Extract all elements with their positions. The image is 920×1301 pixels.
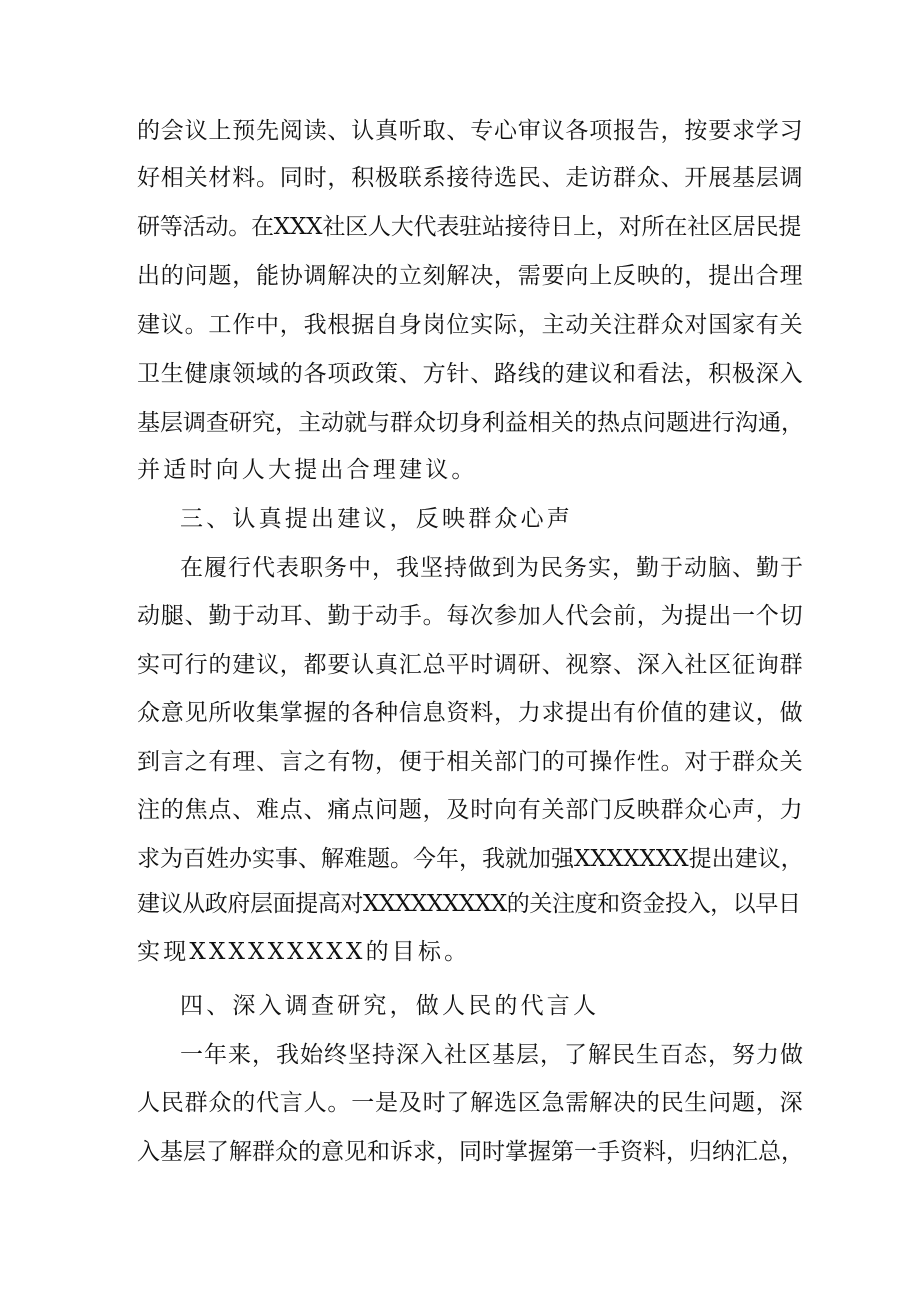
paragraph-line: 实现XXXXXXXXX的目标。 bbox=[137, 939, 471, 965]
section-heading-4: 四、深入调查研究，做人民的代言人 bbox=[180, 993, 600, 1019]
paragraph-line: 建议从政府层面提高对XXXXXXXXX的关注度和资金投入，以早日 bbox=[137, 891, 801, 917]
paragraph-line: 到言之有理、言之有物，便于相关部门的可操作性。对于群众关 bbox=[137, 749, 804, 775]
paragraph-line: 基层调查研究，主动就与群众切身利益相关的热点问题进行沟通， bbox=[137, 410, 804, 436]
paragraph-line: 出的问题，能协调解决的立刻解决，需要向上反映的，提出合理 bbox=[137, 263, 804, 289]
paragraph-line: 众意见所收集掌握的各种信息资料，力求提出有价值的建议，做 bbox=[137, 700, 804, 726]
paragraph-line: 人民群众的代言人。一是及时了解选区急需解决的民生问题，深 bbox=[137, 1090, 804, 1116]
paragraph-line: 的会议上预先阅读、认真听取、专心审议各项报告，按要求学习 bbox=[137, 118, 804, 144]
paragraph-line: 实可行的建议，都要认真汇总平时调研、视察、深入社区征询群 bbox=[137, 652, 804, 678]
paragraph-line: 入基层了解群众的意见和诉求，同时掌握第一手资料，归纳汇总， bbox=[137, 1139, 804, 1165]
paragraph-line: 卫生健康领域的各项政策、方针、路线的建议和看法，积极深入 bbox=[137, 361, 804, 387]
paragraph-line: 并适时向人大提出合理建议。 bbox=[137, 457, 478, 483]
paragraph-line: 注的焦点、难点、痛点问题，及时向有关部门反映群众心声，力 bbox=[137, 797, 804, 823]
paragraph-line: 动腿、勤于动耳、勤于动手。每次参加人代会前，为提出一个切 bbox=[137, 603, 804, 629]
paragraph-line: 建议。工作中，我根据自身岗位实际，主动关注群众对国家有关 bbox=[137, 312, 804, 338]
paragraph-line: 好相关材料。同时，积极联系接待选民、走访群众、开展基层调 bbox=[137, 165, 804, 191]
paragraph-line: 在履行代表职务中，我坚持做到为民务实，勤于动脑、勤于 bbox=[180, 555, 804, 581]
section-heading-3: 三、认真提出建议，反映群众心声 bbox=[180, 506, 573, 532]
paragraph-line: 一年来，我始终坚持深入社区基层，了解民生百态，努力做 bbox=[180, 1042, 804, 1068]
paragraph-line: 研等活动。在XXX社区人大代表驻站接待日上，对所在社区居民提 bbox=[137, 214, 802, 240]
paragraph-line: 求为百姓办实事、解难题。今年，我就加强XXXXXXX提出建议， bbox=[137, 846, 804, 872]
